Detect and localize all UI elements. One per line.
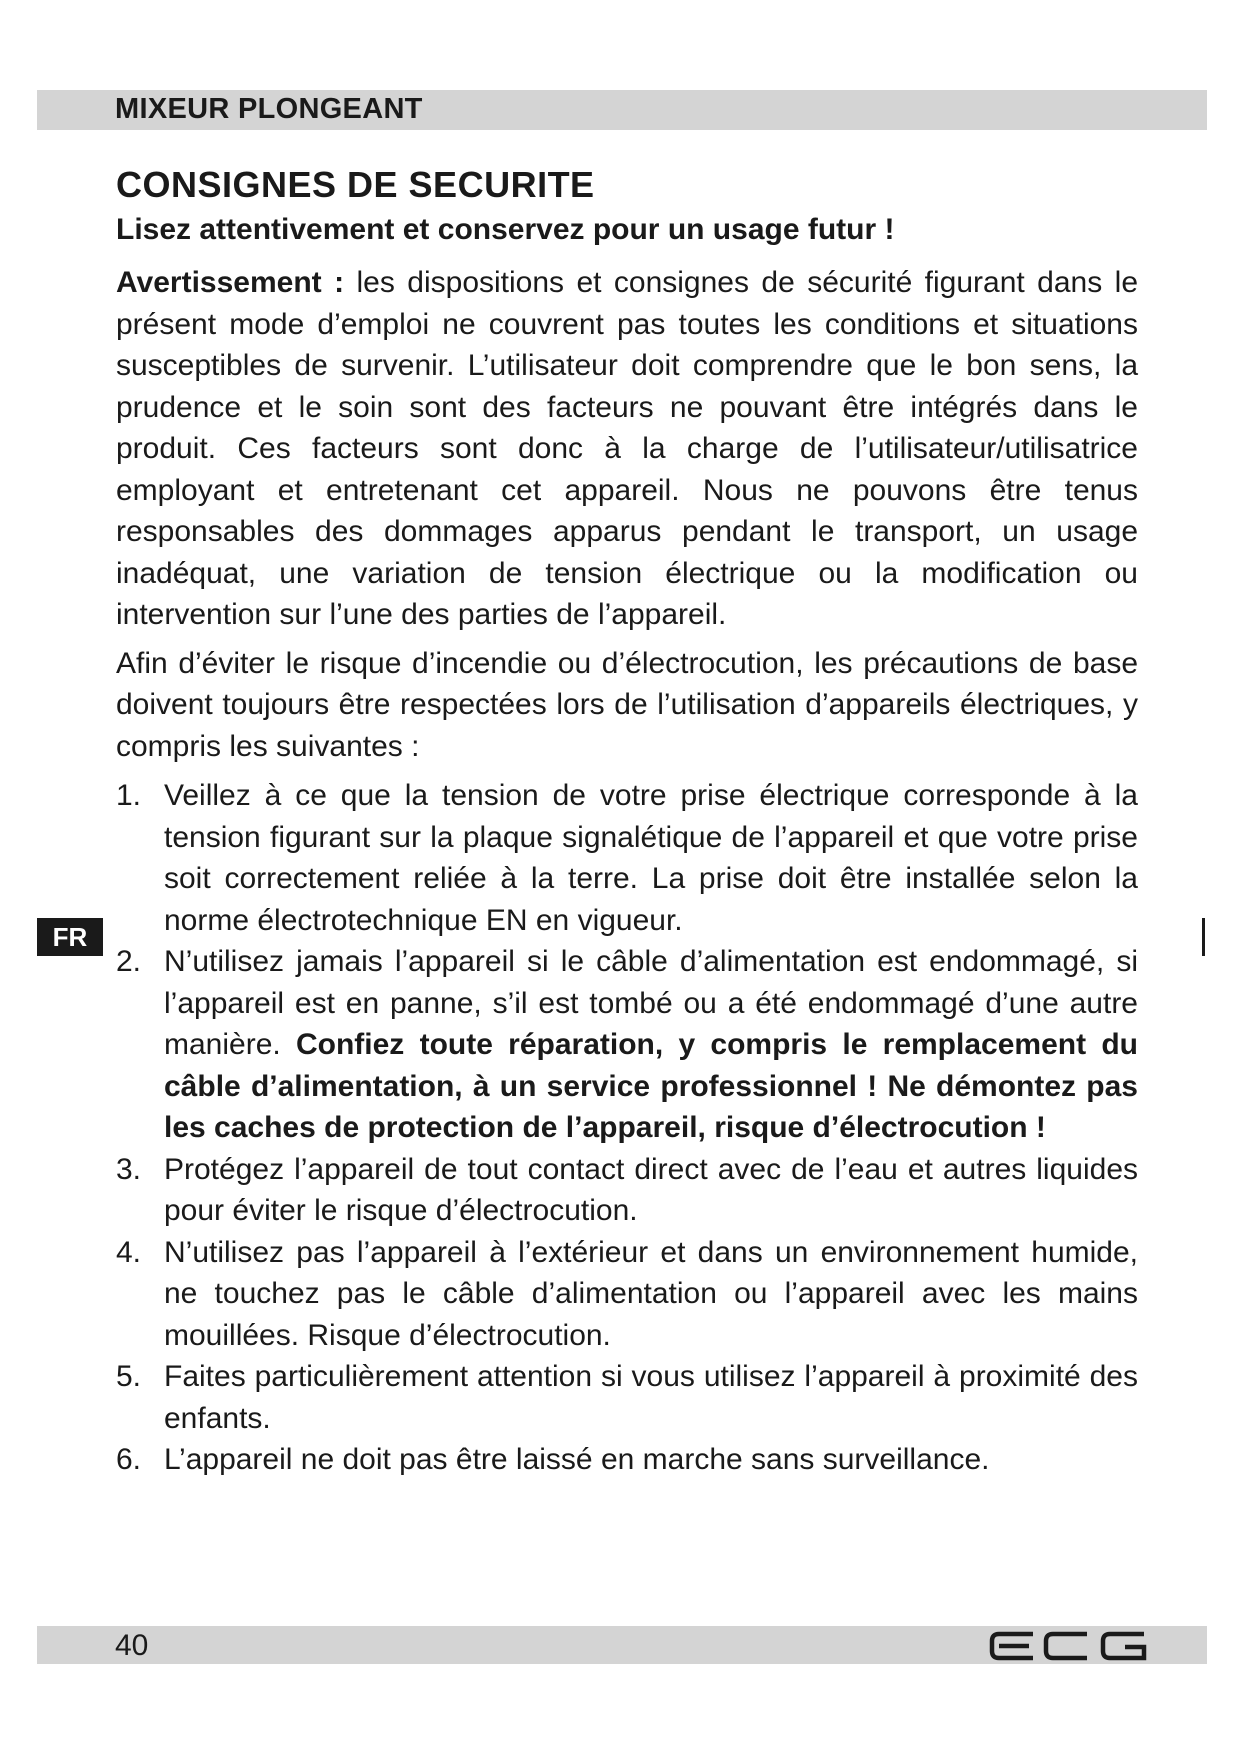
list-item bbox=[116, 1149, 1138, 1232]
list-item bbox=[116, 1232, 1138, 1357]
ecg-logo bbox=[989, 1630, 1149, 1662]
language-tab: FR bbox=[37, 918, 103, 956]
list-item bbox=[116, 1439, 1138, 1481]
list-item bbox=[116, 1356, 1138, 1439]
warning-label: Avertissement : bbox=[116, 266, 345, 299]
footer-band bbox=[37, 1626, 1207, 1664]
content bbox=[116, 160, 1138, 1481]
list-item-number: 5. bbox=[116, 1360, 142, 1393]
list-item-text: L’appareil ne doit pas être laissé en marche sans surveillance. bbox=[164, 1443, 990, 1476]
list-item bbox=[116, 941, 1138, 1149]
list-item bbox=[116, 775, 1138, 941]
header-band bbox=[37, 90, 1207, 130]
warning-text: les dispositions et consignes de sécurité figurant dans le présent mode d’emploi ne couvrent pas toutes les conditions et situations susceptibles de survenir. L’utilisateur doit comprendre que le bon sens, la prudence et le soin sont des facteurs ne pouvant être intégrés dans le produit. Ces facteurs sont donc à la charge de l’utilisateur/utilisatrice employant et entretenant cet appareil. Nous ne pouvons être tenus responsables des dommages apparus pendant le transport, un usage inadéquat, une variation de tension électrique ou la modification ou intervention sur l’une des parties de l’appareil. bbox=[116, 266, 1138, 631]
list-item-text: N’utilisez pas l’appareil à l’extérieur et dans un environnement humide, ne touchez pas le câble d’alimentation ou l’appareil avec les mains mouillées. Risque d’électrocution. bbox=[164, 1235, 1138, 1352]
warning-paragraph bbox=[116, 262, 1138, 636]
list-item-text: Faites particulièrement attention si vous utilisez l’appareil à proximité des enfants. bbox=[164, 1360, 1138, 1435]
safety-list bbox=[116, 775, 1138, 1481]
section-title: CONSIGNES DE SECURITE bbox=[116, 164, 595, 205]
list-item-number: 2. bbox=[116, 945, 142, 978]
list-item-number: 6. bbox=[116, 1443, 142, 1476]
list-item-text: N’utilisez jamais l’appareil si le câble d’alimentation est endommagé, si l’appareil est en panne, s’il est tombé ou a été endommagé d’une autre manière. bbox=[164, 945, 1138, 1061]
list-item-bold-text: Confiez toute réparation, y compris le remplacement du câble d’alimentation, à un service professionnel ! Ne démontez pas les caches de protection de l’appareil, risque d’électrocution ! bbox=[164, 1028, 1138, 1144]
list-item-text: Veillez à ce que la tension de votre prise électrique corresponde à la tension figurant sur la plaque signalétique de l’appareil et que votre prise soit correctement reliée à la terre. La prise doit être installée selon la norme électrotechnique EN en vigueur. bbox=[164, 779, 1138, 937]
edge-mark bbox=[1202, 918, 1205, 956]
page-number: 40 bbox=[115, 1629, 149, 1662]
header-title: MIXEUR PLONGEANT bbox=[115, 93, 423, 125]
section-subtitle: Lisez attentivement et conservez pour un usage futur ! bbox=[116, 213, 895, 246]
intro-paragraph: Afin d’éviter le risque d’incendie ou d’électrocution, les précautions de base doivent toujours être respectées lors de l’utilisation d’appareils électriques, y compris les suivantes : bbox=[116, 646, 1138, 763]
list-item-number: 1. bbox=[116, 779, 142, 812]
list-item-number: 4. bbox=[116, 1235, 142, 1269]
list-item-number: 3. bbox=[116, 1152, 142, 1186]
list-item-text: Protégez l’appareil de tout contact direct avec de l’eau et autres liquides pour éviter le risque d’électrocution. bbox=[164, 1152, 1138, 1227]
